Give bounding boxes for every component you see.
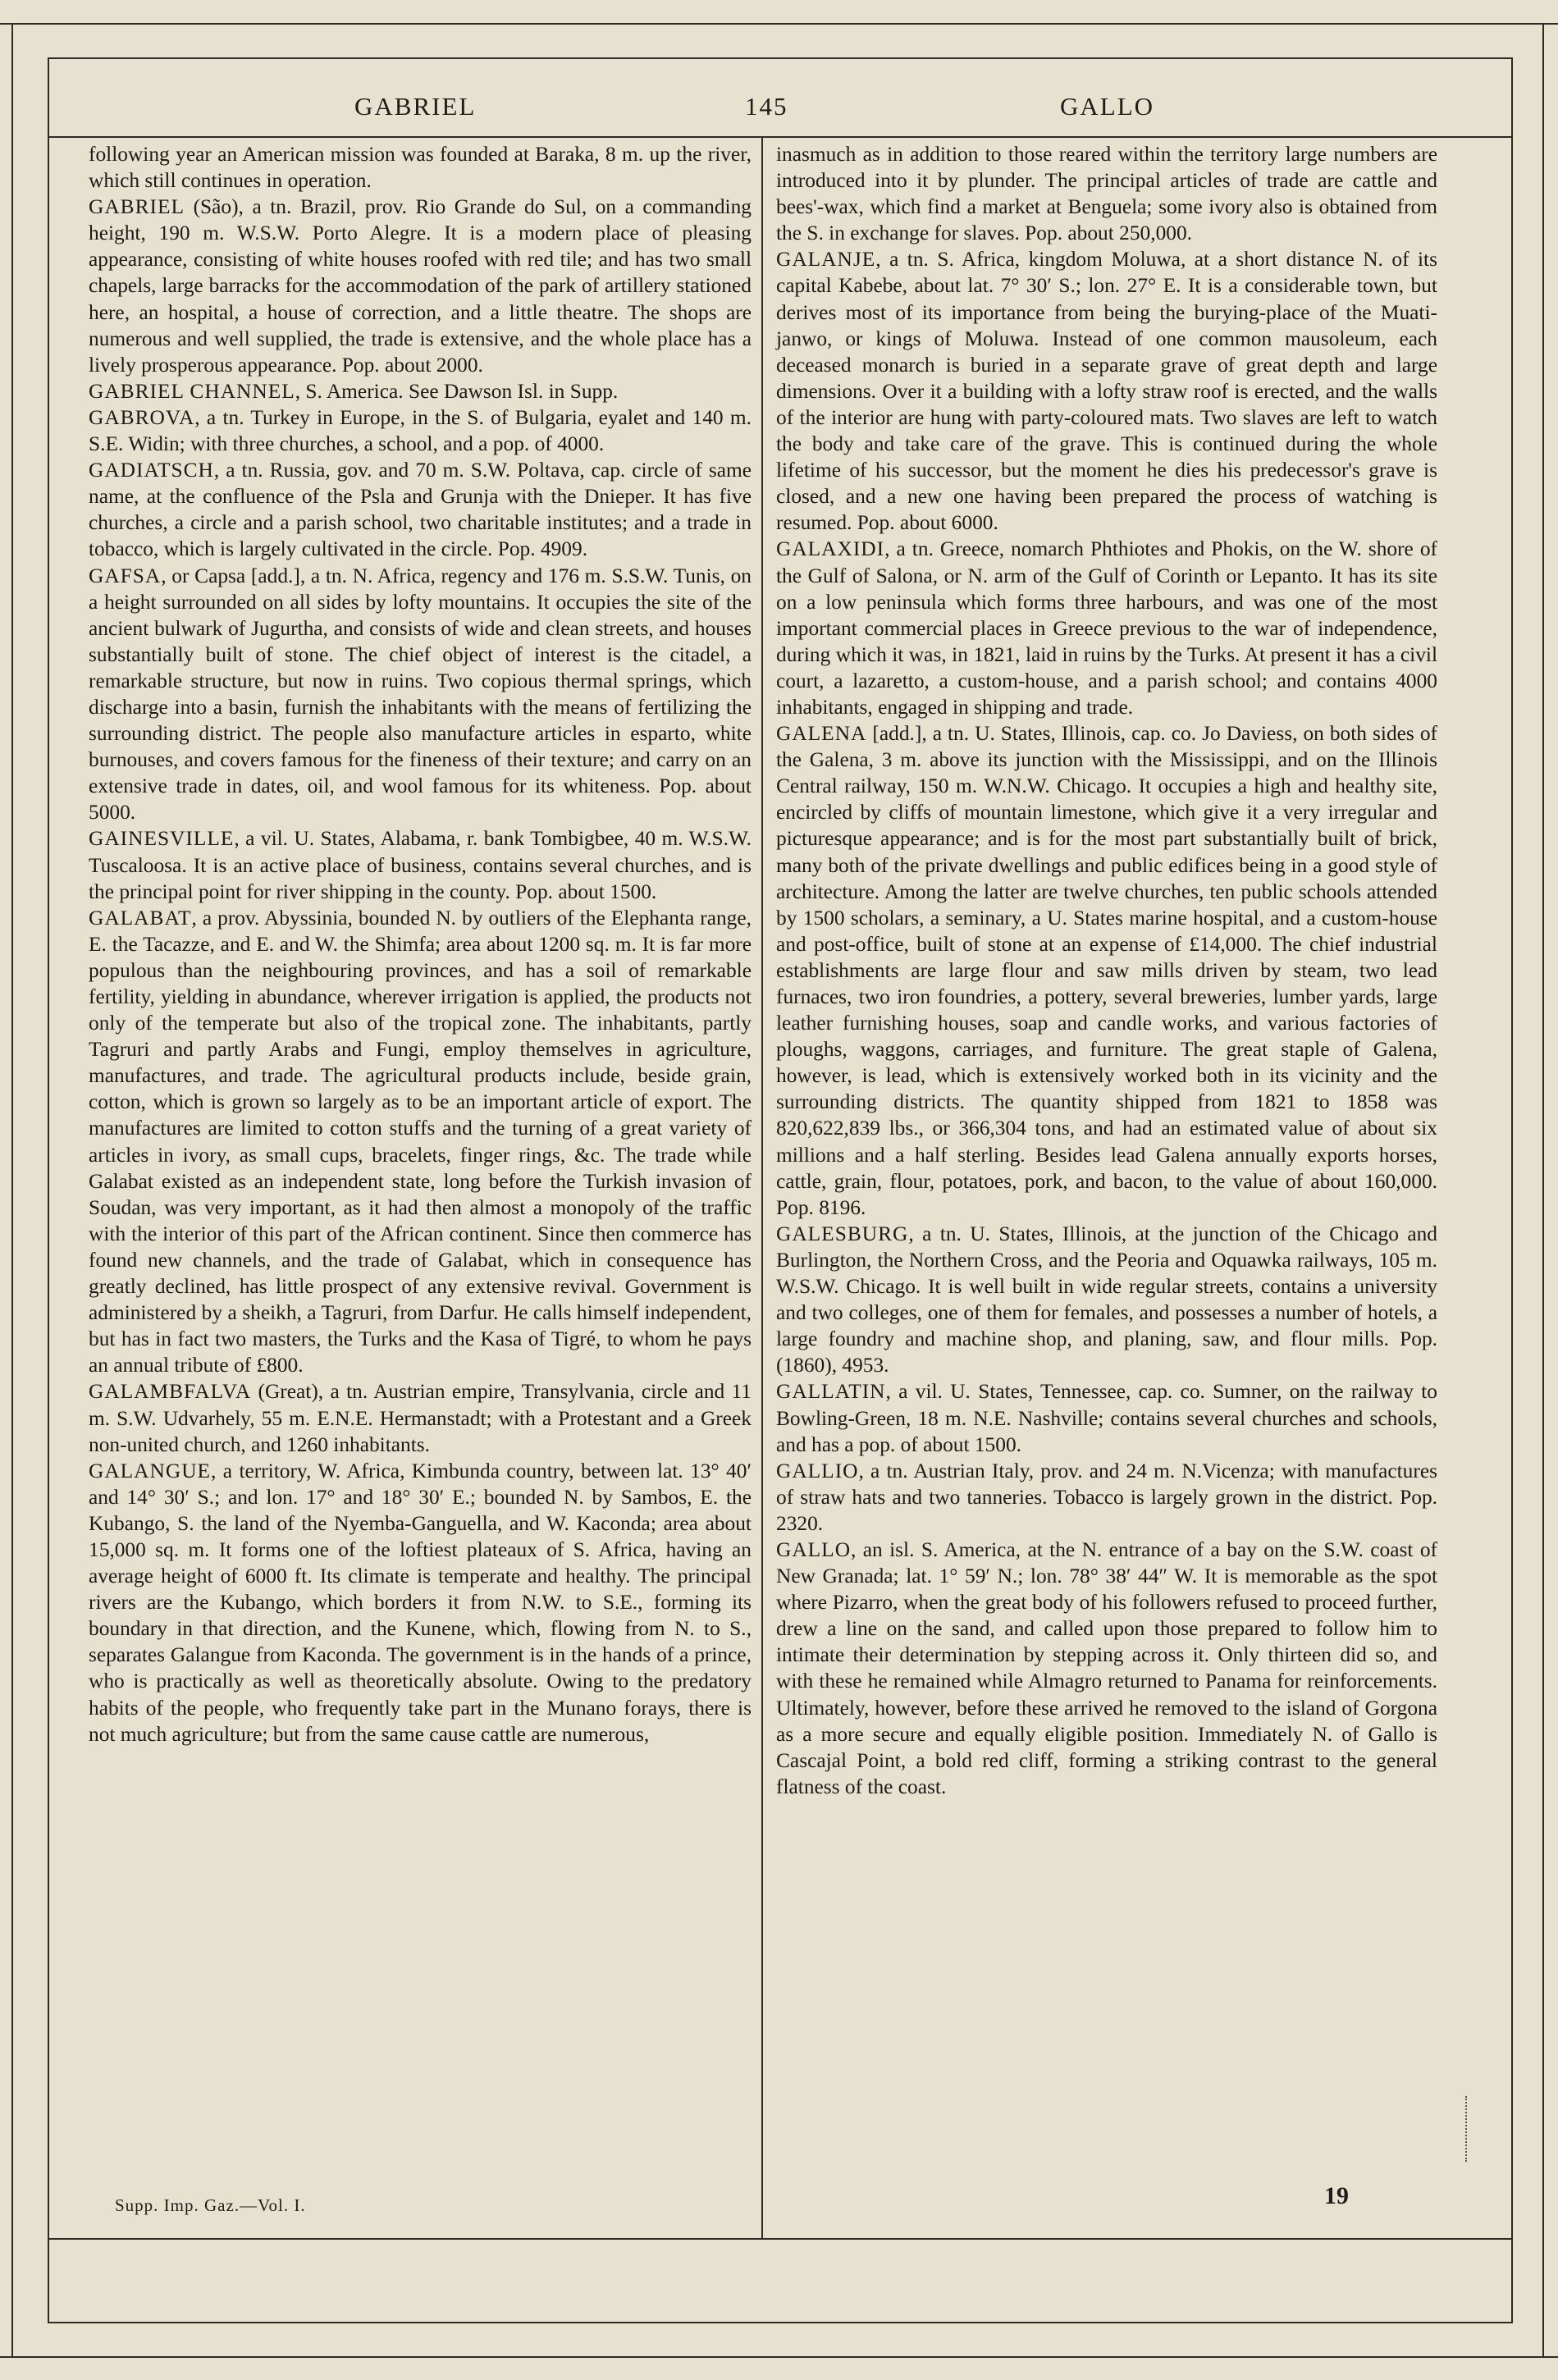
entry-headword: GALAMBFALVA bbox=[89, 1380, 252, 1404]
right-inner-rule bbox=[1511, 57, 1513, 2322]
bottom-inner-rule bbox=[48, 2322, 1513, 2323]
entry-headword: GALLIO bbox=[776, 1459, 859, 1482]
left-outer-rule bbox=[11, 23, 13, 2357]
entry-headword: GALABAT bbox=[89, 906, 192, 930]
top-outer-rule bbox=[0, 23, 1558, 25]
left-guide-word: GABRIEL bbox=[354, 92, 477, 121]
margin-marks bbox=[1465, 2096, 1473, 2162]
bottom-outer-rule bbox=[0, 2356, 1558, 2358]
sheet-number: 19 bbox=[1324, 2182, 1349, 2209]
entry: GABRIEL (São), a tn. Brazil, prov. Rio Grande do Sul, on a commanding height, 190 m. W.S.W. Porto Alegre. It is a modern place of pleasing appearance, consisting of white houses roofed with red tile; and has two small chapels, large barracks for the accommodation of the park of artillery stationed here, an hospital, a house of correction, and a little theatre. The shops are numerous and well supplied, the trade is extensive, and the whole place has a lively prosperous appearance. Pop. about 2000. bbox=[89, 195, 752, 377]
entry: GADIATSCH, a tn. Russia, gov. and 70 m. S.W. Poltava, cap. circle of same name, at the confluence of the Psla and Grunja with the Dnieper. It has five churches, a circle and a parish school, two charitable institutes; and a trade in tobacco, which is largely cultivated in the circle. Pop. 4909. bbox=[89, 459, 752, 561]
right-column bbox=[776, 141, 1437, 1800]
entry: GALESBURG, a tn. U. States, Illinois, at the junction of the Chicago and Burlington, the Northern Cross, and the Peoria and Oquawka railways, 105 m. W.S.W. Chicago. It is well built in wide regular streets, contains a university and two colleges, one of them for females, and possesses a number of hotels, a large foundry and machine shop, and planing, saw, and flour mills. Pop. (1860), 4953. bbox=[776, 1222, 1437, 1377]
entry: GALENA [add.], a tn. U. States, Illinois, cap. co. Jo Daviess, on both sides of the Galena, 3 m. above its junction with the Mississippi, and on the Illinois Central railway, 150 m. W.N.W. Chicago. It occupies a high and healthy site, encircled by cliffs of mountain limestone, which give it a very irregular and picturesque appearance; and is for the most part substantially built of brick, many both of the private dwellings and public edifices being in a good style of architecture. Among the latter are twelve churches, ten public schools attended by 1500 scholars, a seminary, a U. States marine hospital, and a custom-house and post-office, built of stone at an expense of £14,000. The chief industrial establishments are large flour and saw mills driven by steam, two lead furnaces, two iron foundries, a pottery, several breweries, lumber yards, large leather furnishing houses, soap and candle works, and various factories of ploughs, waggons, carriages, and furniture. The great staple of Galena, however, is lead, which is extensively worked both in its vicinity and the surrounding districts. The quantity shipped from 1821 to 1858 was 820,622,839 lbs., or 366,304 tons, and had an estimated value of about six millions and a half sterling. Besides lead Galena annually exports horses, cattle, grain, flour, potatoes, pork, and bacon, to the value of about 160,000. Pop. 8196. bbox=[776, 722, 1437, 1219]
entry-headword: GABROVA bbox=[89, 405, 195, 429]
top-inner-rule bbox=[48, 57, 1513, 59]
entry-headword: GALAXIDI bbox=[776, 537, 885, 561]
running-head bbox=[49, 92, 1493, 133]
right-guide-word: GALLO bbox=[1060, 92, 1155, 121]
entry: GALAMBFALVA (Great), a tn. Austrian empire, Transylvania, circle and 11 m. S.W. Udvarhely, 55 m. E.N.E. Hermanstadt; with a Protestant and a Greek non-united church, and 1260 inhabitants. bbox=[89, 1380, 752, 1456]
entry-headword: GABRIEL bbox=[89, 195, 185, 219]
entry: following year an American mission was founded at Baraka, 8 m. up the river, which still continues in operation. bbox=[89, 143, 752, 193]
column-divider bbox=[761, 138, 763, 2238]
entry-headword: GALANJE bbox=[776, 248, 876, 272]
entry: inasmuch as in addition to those reared within the territory large numbers are introduced into it by plunder. The principal articles of trade are cattle and bees'-wax, which find a market at Benguela; some ivory also is obtained from the S. in exchange for slaves. Pop. about 250,000. bbox=[776, 143, 1437, 245]
entry: GALANGUE, a territory, W. Africa, Kimbunda country, between lat. 13° 40′ and 14° 30′ S.; and lon. 17° and 18° 30′ E.; bounded N. by Sambos, E. the Kubango, S. the land of the Nyemba-Ganguella, and W. Kaconda; area about 15,000 sq. m. It forms one of the loftiest plateaux of S. Africa, having an average height of 6000 ft. Its climate is temperate and healthy. The principal rivers are the Kubango, which borders it from N.W. to S.E., forming its boundary in that direction, and the Kunene, which, flowing from N. to S., separates Galangue from Kaconda. The government is in the hands of a prince, who is practically as well as theoretically absolute. Owing to the predatory habits of the people, who frequently take part in the Munano forays, there is not much agriculture; but from the same cause cattle are numerous, bbox=[89, 1459, 752, 1746]
entry-headword: GAFSA bbox=[89, 564, 162, 587]
left-column bbox=[89, 141, 752, 1747]
right-outer-rule bbox=[1542, 23, 1544, 2357]
signature-line: Supp. Imp. Gaz.—Vol. I. bbox=[115, 2195, 306, 2215]
header-rule bbox=[49, 136, 1511, 138]
entry-headword: GALLO bbox=[776, 1537, 852, 1561]
entry: GALLATIN, a vil. U. States, Tennessee, cap. co. Sumner, on the railway to Bowling-Green, 18 m. N.E. Nashville; contains several churches and schools, and has a pop. of about 1500. bbox=[776, 1380, 1437, 1456]
page-number: 145 bbox=[745, 92, 788, 121]
entry: GABRIEL CHANNEL, S. America. See Dawson Isl. in Supp. bbox=[89, 379, 619, 403]
entry-headword: GADIATSCH bbox=[89, 459, 214, 482]
entry: GALABAT, a prov. Abyssinia, bounded N. by outliers of the Elephanta range, E. the Tacazze, and E. and W. the Shimfa; area about 1200 sq. m. It is far more populous than the neighbouring provinces, and has a soil of remarkable fertility, yielding in abundance, wherever irrigation is applied, the products not only of the temperate but also of the tropical zone. The inhabitants, partly Tagruri and partly Arabs and Fungi, employ themselves in agriculture, manufactures, and trade. The agricultural products include, beside grain, cotton, which is grown so largely as to be an important article of export. The manufactures are limited to cotton stuffs and the turning of a great variety of articles in ivory, as small cups, bracelets, finger rings, &c. The trade while Galabat existed as an independent state, long before the Turkish invasion of Soudan, was very important, as it had then almost a monopoly of the traffic with the interior of this part of the African continent. Since then commerce has found new channels, and the trade of Galabat, which in consequence has greatly declined, has little prospect of any extensive revival. Government is administered by a sheikh, a Tagruri, from Darfur. He calls himself independent, but has in fact two masters, the Turks and the Kasa of Tigré, to whom he pays an annual tribute of £800. bbox=[89, 906, 752, 1377]
left-inner-rule bbox=[48, 57, 49, 2322]
entry: GALAXIDI, a tn. Greece, nomarch Phthiotes and Phokis, on the W. shore of the Gulf of Salona, or N. arm of the Gulf of Corinth or Lepanto. It has its site on a low peninsula which forms three harbours, and was one of the most important commercial places in Greece previous to the war of independence, during which it was, in 1821, laid in ruins by the Turks. At present it has a civil court, a lazaretto, a custom-house, and a parish school; and contains 4000 inhabitants, engaged in shipping and trade. bbox=[776, 537, 1437, 719]
entry-headword: GALENA bbox=[776, 722, 867, 746]
entry: GAINESVILLE, a vil. U. States, Alabama, r. bank Tombigbee, 40 m. W.S.W. Tuscaloosa. It is an active place of business, contains several churches, and is the principal point for river shipping in the county. Pop. about 1500. bbox=[89, 827, 752, 903]
entry: GABROVA, a tn. Turkey in Europe, in the S. of Bulgaria, eyalet and 140 m. S.E. Widin; with three churches, a school, and a pop. of 4000. bbox=[89, 405, 752, 456]
entry: GAFSA, or Capsa [add.], a tn. N. Africa, regency and 176 m. S.S.W. Tunis, on a height surrounded on all sides by lofty mountains. It occupies the site of the ancient bulwark of Jugurtha, and consists of wide and clean streets, and houses substantially built of stone. The chief object of interest is the citadel, a remarkable structure, but now in ruins. Two copious thermal springs, which discharge into a basin, furnish the inhabitants with the means of fertilizing the surrounding district. The people also manufacture articles in esparto, white burnouses, and covers famous for the fineness of their texture; and carry on an extensive trade in dates, oil, and wool famous for its whiteness. Pop. about 5000. bbox=[89, 564, 752, 825]
entry-headword: GABRIEL CHANNEL bbox=[89, 379, 295, 403]
entry: GALLIO, a tn. Austrian Italy, prov. and 24 m. N.Vicenza; with manufactures of straw hats and two tanneries. Tobacco is largely grown in the district. Pop. 2320. bbox=[776, 1459, 1437, 1535]
entry-headword: GALESBURG bbox=[776, 1222, 909, 1245]
entry-headword: GAINESVILLE bbox=[89, 827, 235, 851]
entry-headword: GALLATIN bbox=[776, 1380, 886, 1404]
footer-rule bbox=[49, 2238, 1511, 2240]
entry: GALLO, an isl. S. America, at the N. entrance of a bay on the S.W. coast of New Granada; lat. 1° 59′ N.; lon. 78° 38′ 44″ W. It is memorable as the spot where Pizarro, when the great body of his followers refused to proceed further, drew a line on the sand, and called upon those prepared to follow him to intimate their determination by stepping across it. Only thirteen did so, and with these he remained while Almagro returned to Panama for reinforcements. Ultimately, however, before these arrived he removed to the island of Gorgona as a more secure and equally eligible position. Immediately N. of Gallo is Cascajal Point, a bold red cliff, forming a striking contrast to the general flatness of the coast. bbox=[776, 1537, 1437, 1798]
entry-headword: GALANGUE bbox=[89, 1459, 212, 1482]
entry: GALANJE, a tn. S. Africa, kingdom Moluwa, at a short distance N. of its capital Kabebe, about lat. 7° 30′ S.; lon. 27° E. It is a considerable town, but derives most of its importance from being the burying-place of the Muati-janwo, or kings of Moluwa. Instead of one common mausoleum, each deceased monarch is buried in a separate grave of great depth and large dimensions. Over it a building with a lofty straw roof is erected, and the walls of the interior are hung with party-coloured mats. Two slaves are left to watch the body and take care of the grave. This is continued during the whole lifetime of his successor, but the moment he dies his predecessor's grave is closed, and a new one having been prepared the process of watching is resumed. Pop. about 6000. bbox=[776, 248, 1437, 535]
